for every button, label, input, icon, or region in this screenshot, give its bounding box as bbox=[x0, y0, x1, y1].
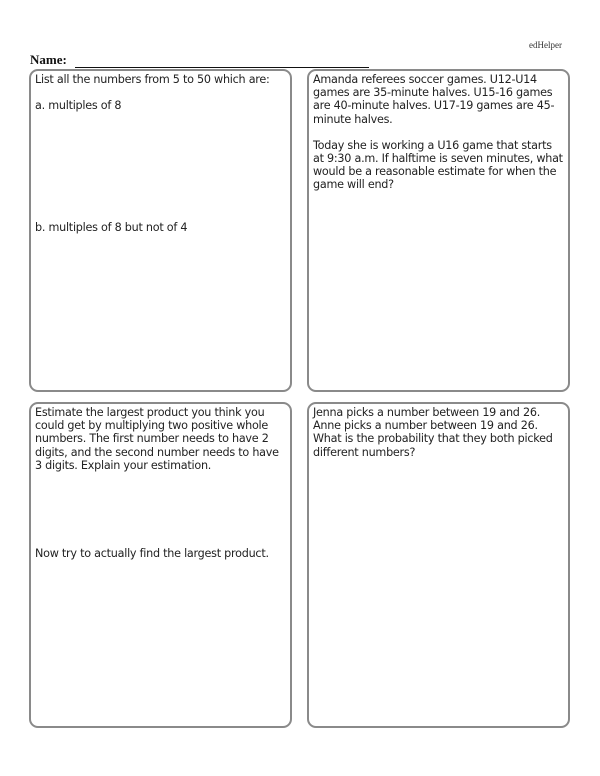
problem-3-text: Estimate the largest product you think you could get by multiplying two positive whole numbers. The first number needs to have 2 digits, and the second number needs to have 3 digits. Explain your estimation. bbox=[35, 406, 279, 472]
problem-1-intro: List all the numbers from 5 to 50 which are: bbox=[35, 73, 270, 86]
name-label: Name: bbox=[30, 52, 67, 67]
problem-box-2 bbox=[307, 69, 570, 392]
problem-box-1 bbox=[29, 69, 292, 392]
name-line[interactable] bbox=[75, 55, 369, 68]
problem-2-question: Today she is working a U16 game that starts at 9:30 a.m. If halftime is seven minutes, what would be a reasonable estimate for when the game will end? bbox=[313, 138, 563, 192]
problem-2-text: Amanda referees soccer games. U12-U14 games are 35-minute halves. U15-16 games are 40-minute halves. U17-19 games are 45-minute halves. bbox=[313, 73, 555, 126]
problem-4-text: Jenna picks a number between 19 and 26. Anne picks a number between 19 and 26. What is the probability that they both picked different numbers? bbox=[313, 406, 553, 459]
problem-1-part-b: b. multiples of 8 but not of 4 bbox=[35, 221, 188, 235]
problem-3-followup: Now try to actually find the largest product. bbox=[35, 547, 269, 561]
problem-1-part-a: a. multiples of 8 bbox=[35, 99, 122, 113]
problem-box-3 bbox=[29, 402, 292, 728]
name-row bbox=[30, 52, 369, 68]
problem-box-4 bbox=[307, 402, 570, 728]
brand-label: edHelper bbox=[529, 40, 562, 50]
